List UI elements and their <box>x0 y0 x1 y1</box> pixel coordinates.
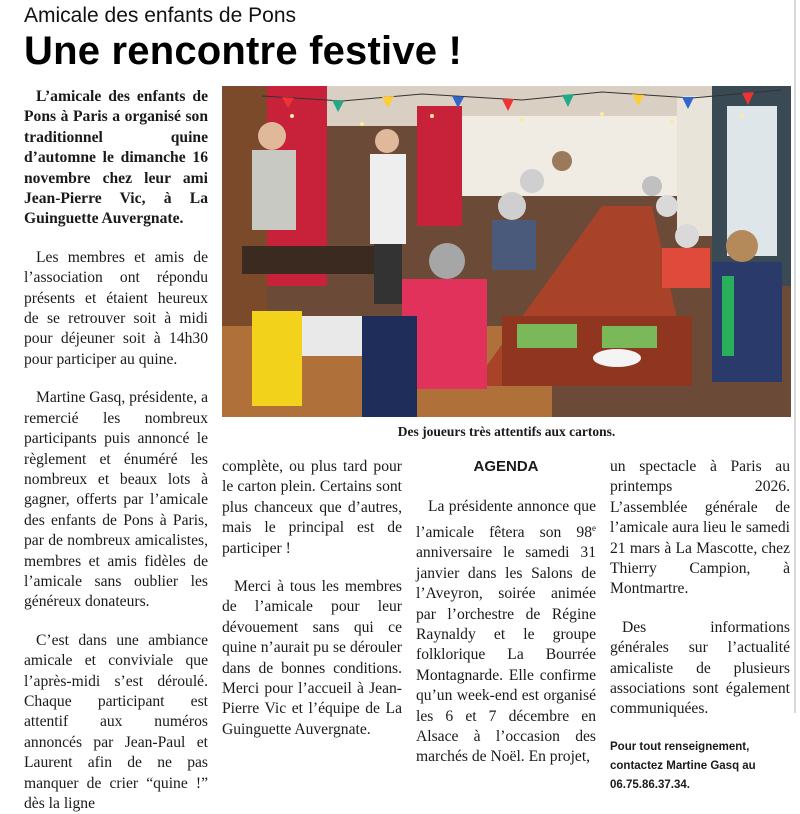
article-paragraph-4: Merci à tous les membres de l’amicale pour leur dévouement sans qui ce quine n’aurait pu se dérouler dans de bonnes conditions. Merci pour l’accueil à Jean-Pierre Vic et l’équipe de La Guinguette Auvergnate. <box>222 578 402 738</box>
section-kicker: Amicale des enfants de Pons <box>24 4 296 27</box>
photo-caption: Des joueurs très attentifs aux cartons. <box>397 424 616 439</box>
article-column-2 <box>222 457 402 740</box>
contact-info: Pour tout renseignement, contactez Martine Gasq au 06.75.86.37.34. <box>610 740 756 791</box>
article-paragraph-2: Martine Gasq, présidente, a remercié les nombreux participants puis annoncé le règlement et énuméré les nombreux et beaux lots à gagner, offerts par l’amicale des enfants de Pons à Paris, par de nombreux amicalistes, membres et amis fidèles de l’amicale sans oublier les généreux donateurs. <box>24 389 208 611</box>
article-lead: L’amicale des enfants de Pons à Paris a organisé son traditionnel quine d’automne le dimanche 16 novembre chez leur ami Jean-Pierre Vic, à La Guinguette Auvergnate. <box>24 88 208 228</box>
agenda-text-b: anniversaire le samedi 31 janvier dans les Salons de l’Aveyron, soirée animée par l’orchestre de Régine Raynaldy et le groupe folklorique La Bourrée Montagnarde. Elle confirme qu’un week-end est organisé les 6 et 7 décembre en Alsace à l’occasion des marchés de Noël. En projet, <box>416 544 596 766</box>
article-paragraph-1: Les membres et amis de l’association ont répondu présents et étaient heureux de se retrouver soit à midi pour déjeuner soit à 14h30 pour participer au quine. <box>24 248 208 368</box>
agenda-paragraph-1-continued: un spectacle à Paris au printemps 2026. L’assemblée générale de l’amicale aura lieu le samedi 21 mars à La Mascotte, chez Thierry Campion, à Montmartre. <box>610 458 790 598</box>
agenda-paragraph-2: Des informations générales sur l’actualité amicaliste de plusieurs associations sont également communiquées. <box>610 618 790 718</box>
event-photo-illustration <box>222 86 791 417</box>
agenda-column-2 <box>610 457 790 795</box>
article-column-1 <box>24 87 208 814</box>
page-edge-rule <box>794 0 796 713</box>
event-photo <box>222 86 791 417</box>
article-paragraph-3-continued: complète, ou plus tard pour le carton plein. Certains sont plus chanceux que d’autres, mais le principal est de participer ! <box>222 458 402 557</box>
agenda-heading: AGENDA <box>473 458 539 475</box>
agenda-paragraph-1 <box>416 497 596 767</box>
agenda-text-a: La présidente annonce que l’amicale fêtera son 98 <box>416 498 596 541</box>
page-title: Une rencontre festive ! <box>24 29 463 73</box>
article-paragraph-3: C’est dans une ambiance amicale et conviviale que l’après-midi s’est déroulé. Chaque participant est attentif aux numéros annoncés par Jean-Paul et Laurent afin de ne pas manquer de crier “quine !” dès la ligne <box>24 631 208 812</box>
agenda-column <box>416 457 596 768</box>
agenda-superscript: e <box>592 522 596 533</box>
